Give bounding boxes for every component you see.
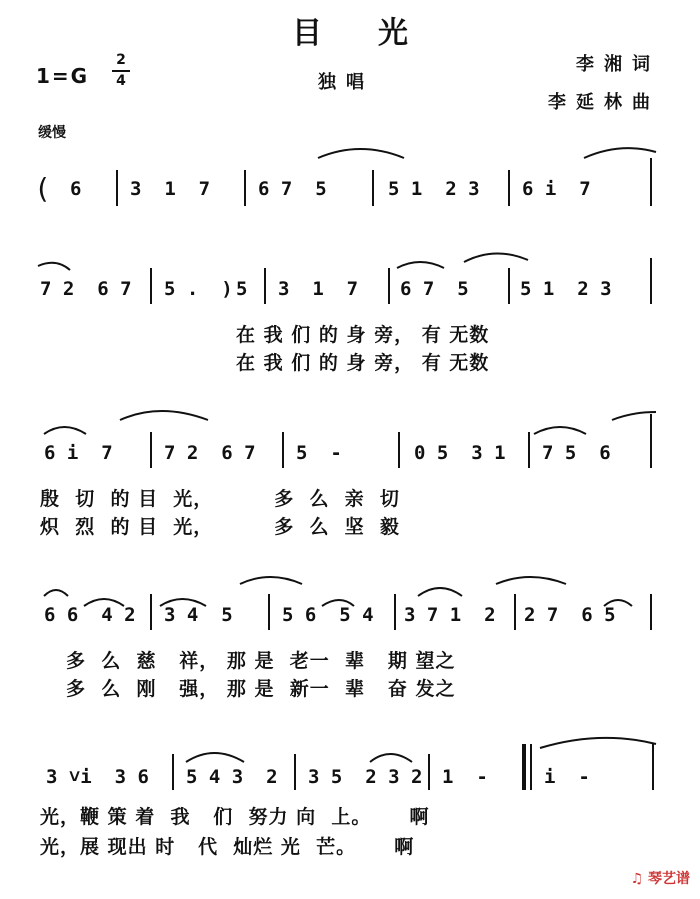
slur-mark — [240, 577, 302, 584]
song-title: 目光 — [292, 16, 464, 51]
lyricist-credit: 李湘词 — [576, 54, 660, 75]
note-group: 7 2 6 7 — [164, 442, 256, 464]
slur-mark — [540, 738, 656, 748]
bar-line — [268, 594, 270, 630]
bar-line — [650, 414, 652, 468]
note-group: 3 ˅i 3 6 — [46, 766, 149, 788]
note-group: 2 7 6 5 — [524, 604, 616, 626]
note-group: 3 1 7 — [130, 178, 211, 200]
bar-line — [172, 754, 174, 790]
note-group: i - — [544, 766, 590, 788]
note-group: 3 7 1 2 — [404, 604, 496, 626]
note-group: 5 1 2 3 — [388, 178, 480, 200]
note-group: 6 — [70, 178, 82, 200]
bar-line — [514, 594, 516, 630]
note-group: 1 - — [442, 766, 488, 788]
slur-mark — [318, 149, 404, 158]
slur-mark — [370, 754, 412, 762]
bar-line — [652, 744, 654, 790]
note-group: 5 4 3 2 — [186, 766, 278, 788]
bar-line — [650, 158, 652, 206]
lyric-line-1: 殷 切 的 目 光， 多 么 亲 切 — [40, 488, 400, 510]
open-paren: ( — [34, 172, 51, 205]
note-group: 3 1 7 — [278, 278, 359, 300]
slur-mark — [44, 590, 68, 596]
note-group: 6 i 7 — [522, 178, 591, 200]
repeat-bar-line — [522, 744, 526, 790]
bar-line — [508, 268, 510, 304]
slur-mark — [534, 427, 586, 434]
bar-line — [244, 170, 246, 206]
lyric-line-2: 光，展 现出 时 代 灿烂 光 芒。 啊 — [40, 836, 415, 858]
lyric-line-2: 在 我 们 的 身 旁， 有 无数 — [236, 352, 490, 374]
lyric-line-1: 多 么 慈 祥， 那 是 老一 辈 期 望之 — [66, 650, 456, 672]
bar-line — [282, 432, 284, 468]
lyric-line-2: 炽 烈 的 目 光， 多 么 坚 毅 — [40, 516, 400, 538]
key-signature: 1=G — [36, 64, 90, 88]
note-group: 6 i 7 — [44, 442, 113, 464]
slur-mark — [44, 427, 86, 434]
performance-type: 独唱 — [318, 72, 374, 93]
slur-mark — [584, 148, 656, 158]
slur-mark — [418, 588, 462, 596]
bar-line — [388, 268, 390, 304]
bar-line — [530, 744, 532, 790]
note-group: 0 5 3 1 — [414, 442, 506, 464]
note-group: 5 1 2 3 — [520, 278, 612, 300]
bar-line — [150, 432, 152, 468]
bar-line — [650, 258, 652, 304]
bar-line — [294, 754, 296, 790]
bar-line — [394, 594, 396, 630]
composer-credit: 李延林曲 — [548, 92, 660, 113]
note-group: 5 — [236, 278, 248, 300]
bar-line — [528, 432, 530, 468]
meter-bottom: 4 — [116, 73, 126, 89]
note-group: 7 2 6 7 — [40, 278, 132, 300]
note-group: 5 6 5 4 — [282, 604, 374, 626]
lyric-line-1: 在 我 们 的 身 旁， 有 无数 — [236, 324, 490, 346]
note-group: 6 7 5 — [258, 178, 327, 200]
bar-line — [508, 170, 510, 206]
slur-mark — [120, 411, 208, 420]
note-group: 6 6 4 2 — [44, 604, 136, 626]
bar-line — [372, 170, 374, 206]
watermark-logo — [631, 868, 690, 888]
slur-mark — [464, 253, 528, 262]
bar-line — [150, 594, 152, 630]
bar-line — [428, 754, 430, 790]
bar-line — [264, 268, 266, 304]
slur-mark — [397, 262, 444, 268]
meter-top: 2 — [116, 52, 126, 68]
slur-mark — [38, 263, 70, 270]
bar-line — [398, 432, 400, 468]
note-group: 5 - — [296, 442, 342, 464]
note-group: 3 5 2 3 2 — [308, 766, 423, 788]
watermark-text: 琴艺谱 — [648, 871, 690, 887]
note-group: 6 7 5 — [400, 278, 469, 300]
lyric-line-2: 多 么 刚 强， 那 是 新一 辈 奋 发之 — [66, 678, 456, 700]
note-group: 5 . ) — [164, 278, 233, 300]
bar-line — [150, 268, 152, 304]
slur-mark — [496, 577, 566, 584]
note-group: 7 5 6 — [542, 442, 611, 464]
slur-mark — [186, 753, 244, 762]
lyric-line-1: 光，鞭 策 着 我 们 努力 向 上。 啊 — [40, 806, 430, 828]
music-note-icon: ♫ — [630, 871, 648, 887]
tempo-marking: 缓慢 — [38, 125, 66, 141]
bar-line — [650, 594, 652, 630]
bar-line — [116, 170, 118, 206]
note-group: 3 4 5 — [164, 604, 233, 626]
